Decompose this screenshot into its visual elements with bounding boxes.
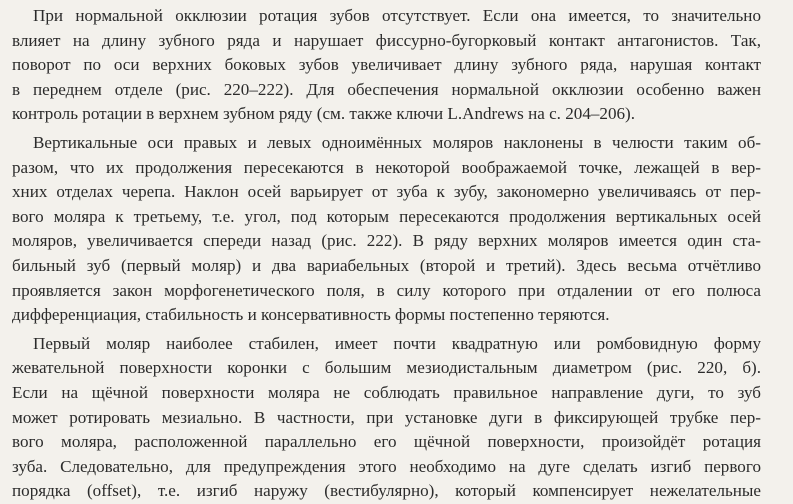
paragraph-rotation <box>12 4 782 127</box>
text-line: порядка (offset), т.е. изгиб наружу (вестибулярно), который компенсирует нежелательные <box>12 481 761 501</box>
text-line: вого моляра к третьему, т.е. угол, под которым пересекаются продолжения вертикальных осей <box>12 206 761 226</box>
text-line: разом, что их продолжения пересекаются в некоторой воображаемой точке, лежащей в вер- <box>12 157 761 177</box>
text-line: проявляется закон морфогенетического поля, в силу которого при отдалении от его полюса <box>12 280 761 300</box>
text-line: бильный зуб (первый моляр) и два вариабельных (второй и третий). Здесь весьма отчётливо <box>12 255 761 275</box>
paragraph-molar-axes <box>12 131 782 328</box>
text-line: При нормальной окклюзии ротация зубов отсутствует. Если она имеется, то значительно <box>33 6 761 25</box>
text-line: вого моляра, расположенной параллельно его щёчной поверхности, произойдёт ротация <box>12 432 761 452</box>
text-line: зуба. Следовательно, для предупреждения этого необходимо на дуге сделать изгиб первого <box>12 456 761 476</box>
text-line: поворот по оси верхних боковых зубов увеличивает длину зубного ряда, нарушая контакт <box>12 55 761 75</box>
text-line: может ротировать мезиально. В частности, при установке дуги в фиксирующей трубке пер- <box>12 407 761 427</box>
text-line: Первый моляр наиболее стабилен, имеет почти квадратную или ромбовидную форму <box>33 333 761 353</box>
text-line: жевательной поверхности коронки с большим мезиодистальным диаметром (рис. 220, б). <box>12 358 761 378</box>
paragraph-first-molar <box>12 332 782 504</box>
text-line: хних отделах черепа. Наклон осей варьирует от зуба к зубу, закономерно увеличиваясь от пер- <box>12 182 761 202</box>
text-line: влияет на длину зубного ряда и нарушает фиссурно-бугорковый контакт антагонистов. Так, <box>12 30 761 50</box>
text-line: контроль ротации в верхнем зубном ряду (см. также ключи L.Andrews на с. 204–206). <box>12 104 636 124</box>
text-line: дифференциация, стабильность и консервативность формы постепенно теряются. <box>12 305 610 325</box>
text-line: Вертикальные оси правых и левых одноимённых моляров наклонены в челюсти таким об- <box>33 132 761 152</box>
text-line: Если на щёчной поверхности моляра не соблюдать правильное направление дуги, то зуб <box>12 382 761 402</box>
text-line: моляров, увеличивается спереди назад (рис. 222). В ряду верхних моляров имеется один ста- <box>12 231 761 251</box>
text-line: в переднем отделе (рис. 220–222). Для обеспечения нормальной окклюзии особенно важен <box>12 79 761 99</box>
